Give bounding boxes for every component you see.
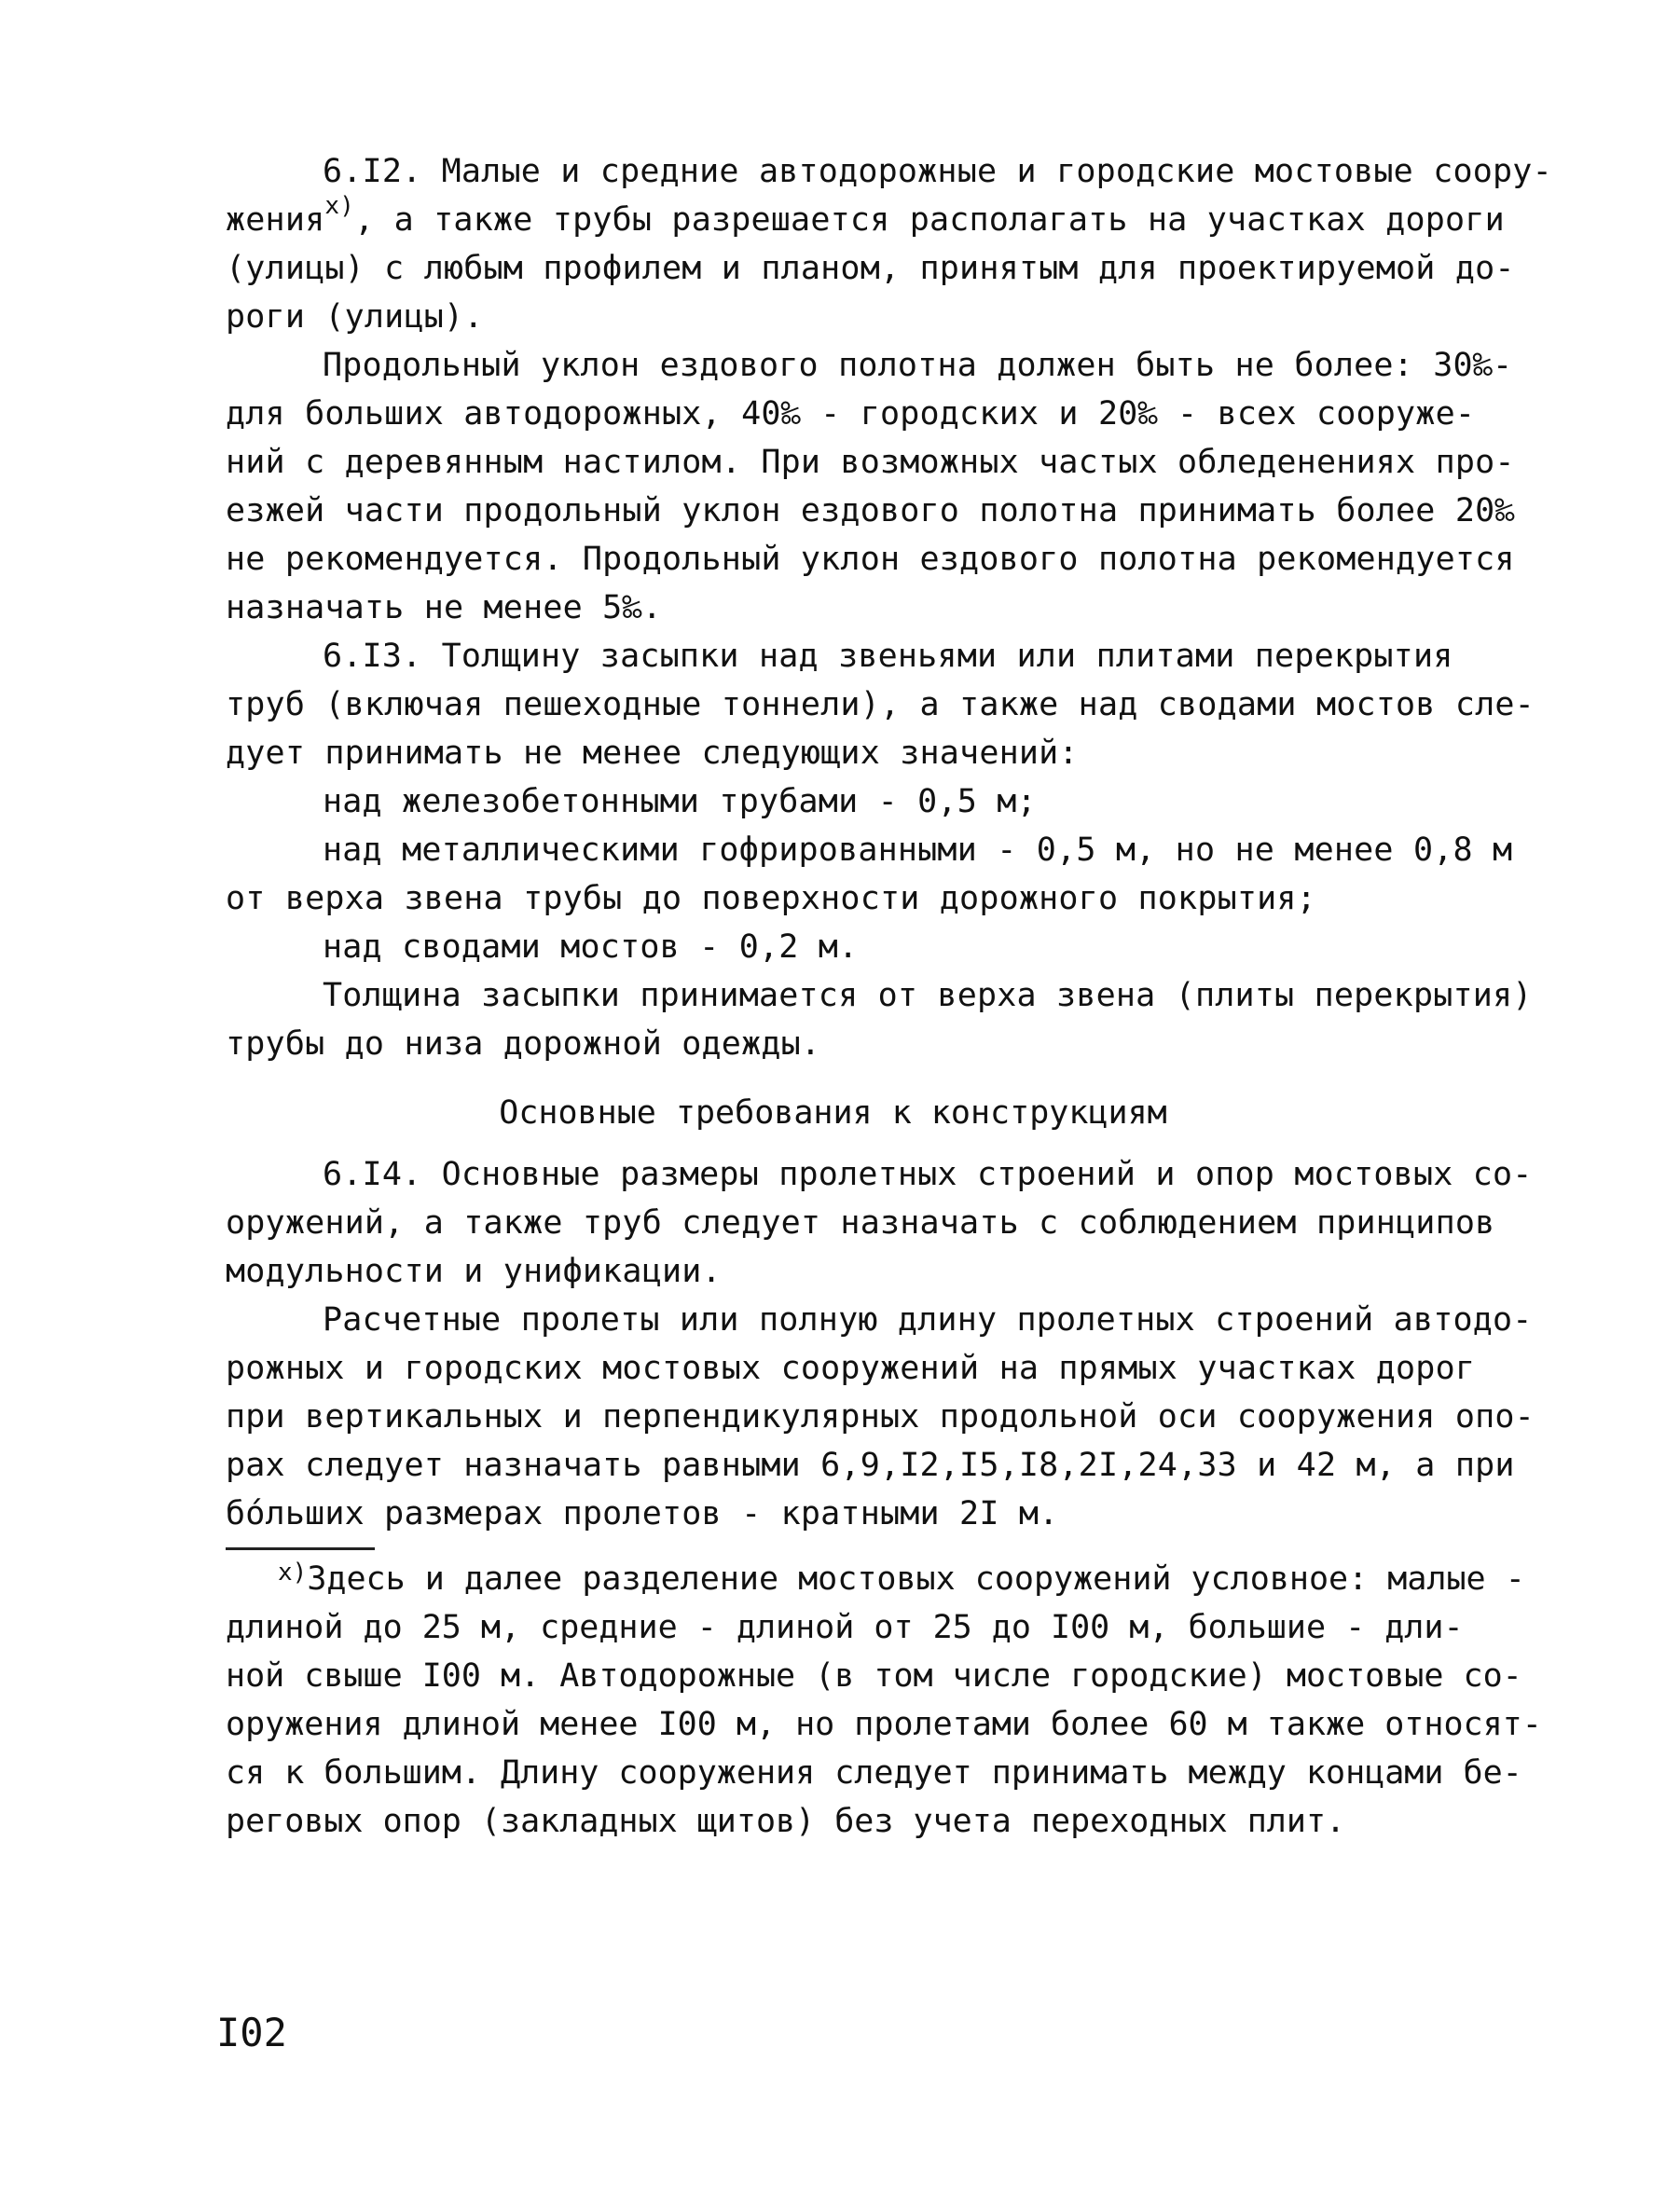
text-line: 6.I3. Толщину засыпки над звеньями или плитами перекрытия [323,638,1453,675]
text-line: ся к большим. Длину сооружения следует принимать между концами бе- [226,1754,1522,1792]
section-heading: Основные требования к конструкциям [499,1094,1167,1132]
paragraph-spans [226,1296,1535,1538]
text-line: бóльших размерах пролетов - кратными 2I м. [226,1495,1059,1532]
text-line: длиной до 25 м, средние - длиной от 25 до I00 м, большие - дли- [226,1609,1464,1646]
text-line: для больших автодорожных, 40‰ - городских и 20‰ - всех сооруже- [226,395,1476,433]
text-line: рожных и городских мостовых сооружений на прямых участках дорог [226,1350,1476,1387]
footnote [226,1555,1542,1846]
text-line: Продольный уклон ездового полотна должен быть не более: 30‰- [323,347,1513,384]
text-line: оружений, а также труб следует назначать с соблюдением принципов [226,1204,1495,1242]
text-line: над сводами мостов - 0,2 м. [323,928,859,966]
text-line: реговых опор (закладных щитов) без учета переходных плит. [226,1803,1346,1840]
text-line: ной свыше I00 м. Автодорожные (в том числе городские) мостовые со- [226,1657,1522,1695]
text-line: над металлическими гофрированными - 0,5 м, но не менее 0,8 м [323,831,1513,869]
text-line: езжей части продольный уклон ездового полотна принимать более 20‰ [226,492,1515,529]
text-line: оружения длиной менее I00 м, но пролетами более 60 м также относят- [226,1706,1542,1743]
paragraph-6-13 [226,632,1535,1068]
paragraph-6-12 [226,147,1552,341]
footnote-mark: x) [278,1559,308,1587]
text-span: жения [226,201,325,239]
footnote-separator [226,1547,375,1550]
text-span: , а также трубы разрешается располагать на участках дороги [354,201,1505,239]
text-span: 6.I2. Малые и средние автодорожные и городские мостовые соору- [323,153,1552,190]
text-line: 6.I4. Основные размеры пролетных строений и опор мостовых со- [323,1156,1533,1193]
text-line: труб (включая пешеходные тоннели), а также над сводами мостов сле- [226,686,1535,723]
paragraph-slope [226,341,1515,632]
text-line [226,147,1552,196]
text-line [226,1555,1525,1603]
text-line: от верха звена трубы до поверхности дорожного покрытия; [226,880,1316,917]
text-line: Толщина засыпки принимается от верха звена (плиты перекрытия) [323,977,1533,1014]
text-line: Расчетные пролеты или полную длину пролетных строений автодо- [323,1301,1533,1339]
text-span: Здесь и далее разделение мостовых сооружений условное: малые - [307,1560,1525,1598]
text-line [226,192,1505,244]
text-line: дует принимать не менее следующих значений: [226,735,1079,772]
text-line: не рекомендуется. Продольный уклон ездового полотна рекомендуется [226,541,1515,578]
text-line: рах следует назначать равными 6,9,I2,I5,I8,2I,24,33 и 42 м, а при [226,1447,1515,1484]
footnote-reference: x) [324,192,355,220]
text-line: роги (улицы). [226,298,484,336]
text-line: назначать не менее 5‰. [226,589,662,626]
page-number: I02 [216,2010,287,2055]
text-line: при вертикальных и перпендикулярных продольной оси сооружения опо- [226,1398,1535,1436]
text-line: над железобетонными трубами - 0,5 м; [323,783,1037,820]
text-line: модульности и унификации. [226,1253,722,1290]
text-line: ний с деревянным настилом. При возможных частых обледенениях про- [226,444,1515,481]
paragraph-6-14 [226,1150,1533,1296]
text-line: трубы до низа дорожной одежды. [226,1025,821,1063]
text-line: (улицы) с любым профилем и планом, принятым для проектируемой до- [226,250,1515,287]
